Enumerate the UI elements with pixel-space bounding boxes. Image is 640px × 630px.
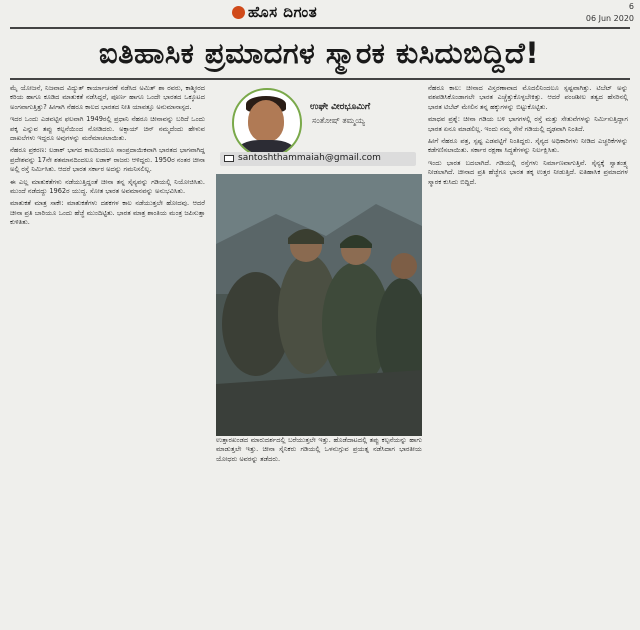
avatar-face-shape [248, 100, 284, 142]
paragraph: ಮಾಧವ ಪ್ರಶ್ನೆ: ಚೀನಾ ಗಡಿಯ ಬಳಿ ಭಾಗಗಳಲ್ಲಿ ರಸ್ತೆ ಮತ್ತು ಸೇತುವೆಗಳನ್ನು ನಿರ್ಮಿಸುತ್ತಿದ್ದಾಗ ಭಾರತ ಏನೂ ಮಾಡಲಿಲ್ಲ. ಇಂದು ನಮ್ಮ ಸೇನೆ ಗಡಿಯಲ್ಲಿ ದೃಢವಾಗಿ ನಿಂತಿದೆ. [428, 115, 628, 133]
issue-date: 06 Jun 2020 [585, 14, 634, 23]
mail-icon [224, 155, 234, 162]
newspaper-logo [232, 3, 317, 21]
paragraph: ಹೀಗೆ ನೆಹರೂ ಪತ್ರ, ಸ್ಪಷ್ಟ ಎಡವಟ್ಟಿಗೆ ನಿಂತಿದ್ದರು. ಸೈನ್ಯದ ಅಧಿಕಾರಿಗಳು ನೀಡಿದ ಎಚ್ಚರಿಕೆಗಳನ್ನು ಕಡೆಗಣಿಸಲಾಯಿತು. ಸರ್ಕಾರ ರಕ್ಷಣಾ ಸಿದ್ಧತೆಗಳನ್ನು ನಿರ್ಲಕ್ಷಿಸಿತು. [428, 137, 628, 155]
logo-text: ಹೊಸ ದಿಗಂತ [248, 3, 318, 21]
paragraph: ಇದರ ಒಂದು ಎಡವಟ್ಟಿನ ಫಲವಾಗಿ 1949ರಲ್ಲಿ ಪ್ರಧಾನಿ ನೆಹರೂ ಚೀನಾವನ್ನು ಬರಿದೆ ಒಂದು ಪಕ್ಕ ಎನ್ನುವ ತಪ್ಪು ಕಲ್ಪನೆಯಿಂದ ನೋಡಿದರು. ಅಕ್ಸಾಯ್ ಚಿನ್ ನಮ್ಮದೆಂದು ಹೇಳುವ ದಾಖಲೆಗಳು ಇದ್ದರೂ ಅವುಗಳನ್ನು ಮರೆಮಾಚಲಾಯಿತು. [10, 115, 205, 143]
paragraph: ಉತ್ತಾರಖಂಡದ ಮಾರುದರ್ಶದಲ್ಲಿ ಬರೆಯುತ್ತಲೇ ಇತ್ತು. ಹೊಡೆದಾಟದಲ್ಲಿ ತಪ್ಪು ಕಲ್ಪನೆಯನ್ನು ಹಾಗು ಮಾಡುತ್ತಲೇ ಇತ್ತು. ಚೀನಾ ಸೈನಿಕರು ಗಡಿಯಲ್ಲಿ ಒಳನುಗ್ಗುವ ಪ್ರಯತ್ನ ನಡೆಸಿದಾಗ ಭಾರತೀಯ ಯೋಧರು ಅವರನ್ನು ತಡೆದರು. [216, 436, 422, 463]
headline-divider [10, 78, 630, 80]
photo-caption-text [216, 436, 422, 464]
paragraph: ಇಂದು ಭಾರತ ಬದಲಾಗಿದೆ. ಗಡಿಯಲ್ಲಿ ರಸ್ತೆಗಳು ನಿರ್ಮಾಣವಾಗುತ್ತಿವೆ. ಸೈನ್ಯಕ್ಕೆ ಸ್ವಾತಂತ್ರ್ಯ ನೀಡಲಾಗಿದೆ. ಚೀನಾದ ಪ್ರತಿ ಹೆಜ್ಜೆಗೂ ಭಾರತ ತಕ್ಕ ಉತ್ತರ ನೀಡುತ್ತಿದೆ. ಐತಿಹಾಸಿಕ ಪ್ರಮಾದಗಳ ಸ್ಮಾರಕ ಕುಸಿದು ಬಿದ್ದಿದೆ. [428, 158, 628, 186]
top-divider [10, 27, 630, 29]
author-name: ಸಂತೋಷ್ ತಮ್ಮಯ್ಯ [312, 116, 365, 125]
article-photo [216, 174, 422, 436]
paragraph: ನೆಹರೂ ಕಾಲ: ಚೀನಾದ ವಿಸ್ತರಣಾವಾದ ಮೊದಲಿನಿಂದಲೂ ಸ್ಪಷ್ಟವಾಗಿತ್ತು. ಟಿಬೆಟ್ ಅನ್ನು ವಶಪಡಿಸಿಕೊಂಡಾಗಲೇ ಭಾರತ ಎಚ್ಚೆತ್ತುಕೊಳ್ಳಬೇಕಿತ್ತು. ಆದರೆ ಪಂಚಶೀಲ ತತ್ವದ ಹೆಸರಿನಲ್ಲಿ ಭಾರತ ಟಿಬೆಟ್ ಮೇಲಿನ ತನ್ನ ಹಕ್ಕುಗಳನ್ನು ಬಿಟ್ಟುಕೊಟ್ಟಿತು. [428, 84, 628, 111]
soldiers-photo-illustration [216, 174, 422, 436]
author-avatar [232, 88, 302, 158]
paragraph: ನೆಹರೂ ಪ್ರಕರಣ: ಲಡಾಕ್ ಭಾಗದ ಕಾಲದಿಂದಲೂ ಸಾಂಪ್ರದಾಯಿಕವಾಗಿ ಭಾರತದ ಭಾಗವಾಗಿದ್ದ ಪ್ರದೇಶವನ್ನು 17ನೇ ಶತಮಾನದಿಂದಲೂ ಲಡಾಕ್ ರಾಜರು ಆಳಿದ್ದರು. 1950ರ ನಂತರ ಚೀನಾ ಅಲ್ಲಿ ರಸ್ತೆ ನಿರ್ಮಿಸಿತು. ಆದರೆ ಭಾರತ ಸರ್ಕಾರ ಅದನ್ನು ಗಮನಿಸಲಿಲ್ಲ. [10, 146, 205, 174]
column-name: ಉಘೇ ವೀರಭೂಮಿಗೆ [310, 102, 371, 112]
page-number: 6 [628, 2, 634, 11]
masthead [0, 0, 640, 26]
article-column-left [10, 84, 205, 620]
email-bar [220, 152, 416, 166]
author-email[interactable]: santoshthammaiah@gmail.com [238, 153, 381, 163]
paragraph: ಮಾತುಕತೆ ಮಾತ್ರ ಸಾಕೇ: ಮಾತುಕತೆಗಳು ದಶಕಗಳ ಕಾಲ ನಡೆಯುತ್ತಲೇ ಹೋದವು. ಆದರೆ ಚೀನಾ ಪ್ರತಿ ಬಾರಿಯೂ ಒಂದು ಹೆಜ್ಜೆ ಮುಂದಿಟ್ಟಿತು. ಭಾರತ ಮಾತ್ರ ಶಾಂತಿಯ ಮಂತ್ರ ಜಪಿಸುತ್ತಾ ಕುಳಿತಿತು. [10, 199, 205, 227]
article-column-right [428, 84, 628, 620]
page-headline: ಐತಿಹಾಸಿಕ ಪ್ರಮಾದಗಳ ಸ್ಮಾರಕ ಕುಸಿದುಬಿದ್ದಿದೆ! [98, 35, 540, 70]
paragraph: ಮೈ ಯೋಜನೆ, ನಿಜವಾದ ವಿದ್ಯುತ್ ಕಾರ್ಯಾಚರಣೆ ನಡೆಸಿದ ಅಮಿತ್ ಶಾ ರವರು, ಕಾಶ್ಮೀರದ ಕರಿಯ ಹಾಗೂ ಕೂಡಿದ ಮಾತುಕತೆ ನಡೆಸಿದ್ದರೆ, ಪೂರ್ಣ ಹಾಗೂ ಒಂದೇ ಭಾರತದ ಒಕ್ಕೂಟದ ಅಂಗವಾಗುತ್ತಿತ್ತು? ಹೀಗಾಗಿ ನೆಹರೂ ಕಾಲದ ಭಾರತದ ನೀತಿ ಯಾವತ್ತೂ ಅನುಮಾನಾಸ್ಪದ. [10, 84, 205, 111]
logo-emblem-icon [232, 6, 245, 19]
byline-box [220, 84, 416, 172]
paragraph: ಈ ಎಲ್ಲ ಮಾತುಕತೆಗಳು ನಡೆಯುತ್ತಿದ್ದಂತೆ ಚೀನಾ ತನ್ನ ಸೈನ್ಯವನ್ನು ಗಡಿಯಲ್ಲಿ ನಿಯೋಜಿಸಿತು. ಮುಂದೆ ನಡೆದದ್ದು 1962ರ ಯುದ್ಧ. ಸೋತ ಭಾರತ ಅವಮಾನವನ್ನು ಅನುಭವಿಸಿತು. [10, 177, 205, 196]
